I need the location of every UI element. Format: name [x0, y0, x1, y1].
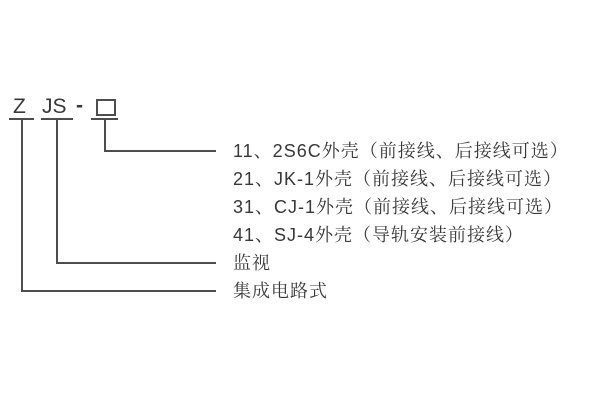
code-part-js: JS — [42, 95, 67, 118]
box-option-row: 21、JK-1外壳（前接线、后接线可选） — [233, 169, 563, 189]
leader-horizontal-js — [56, 262, 216, 264]
box-option-row: 31、CJ-1外壳（前接线、后接线可选） — [233, 197, 564, 217]
box-option-row: 41、SJ-4外壳（导轨安装前接线） — [233, 225, 525, 245]
leader-vertical-z — [21, 118, 23, 292]
code-separator: - — [76, 94, 83, 117]
placeholder-box-icon — [96, 99, 116, 116]
leader-vertical-box — [104, 118, 106, 152]
js-meaning-row: 监视 — [233, 253, 271, 273]
code-part-z: Z — [13, 95, 26, 118]
leader-horizontal-z — [21, 290, 216, 292]
legend-block — [233, 137, 569, 305]
leader-horizontal-box — [104, 150, 216, 152]
z-meaning-row: 集成电路式 — [233, 281, 328, 301]
leader-vertical-js — [56, 118, 58, 264]
box-option-row: 11、2S6C外壳（前接线、后接线可选） — [233, 141, 569, 161]
